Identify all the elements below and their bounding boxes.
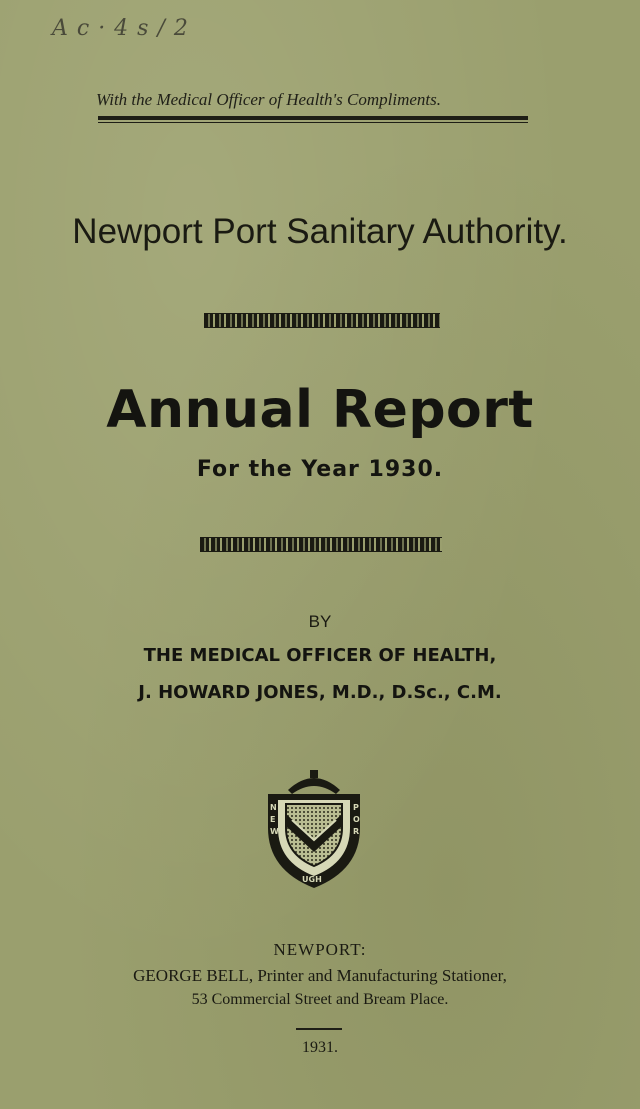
- borough-seal-icon: [258, 766, 370, 890]
- top-rule-thin: [98, 122, 528, 123]
- svg-text:P: P: [353, 803, 359, 812]
- imprint-rule: [296, 1028, 342, 1030]
- svg-text:W: W: [270, 827, 279, 836]
- handwritten-catalogue-note: A c · 4 s / 2: [52, 16, 189, 41]
- by-label: BY: [308, 612, 332, 631]
- authority-heading: Newport Port Sanitary Authority.: [72, 212, 568, 251]
- top-rule: [98, 116, 528, 120]
- ornamental-border-top: [204, 313, 440, 328]
- imprint-year: 1931.: [302, 1039, 338, 1056]
- author-name: J. HOWARD JONES, M.D., D.Sc., C.M.: [138, 682, 502, 703]
- svg-text:E: E: [270, 815, 276, 824]
- svg-text:R: R: [353, 827, 360, 836]
- imprint-address: 53 Commercial Street and Bream Place.: [191, 991, 449, 1008]
- svg-text:N: N: [270, 803, 277, 812]
- svg-text:O: O: [353, 815, 360, 824]
- ornamental-border-bottom: [200, 537, 442, 552]
- report-title: Annual Report: [106, 380, 534, 440]
- imprint-place: NEWPORT:: [273, 940, 367, 959]
- officer-title: THE MEDICAL OFFICER OF HEALTH,: [143, 645, 497, 666]
- report-year: For the Year 1930.: [196, 457, 444, 482]
- compliments-line: With the Medical Officer of Health's Compliments.: [96, 90, 442, 109]
- imprint-printer: GEORGE BELL, Printer and Manufacturing Stationer,: [133, 966, 507, 985]
- svg-text:UGH: UGH: [302, 875, 322, 884]
